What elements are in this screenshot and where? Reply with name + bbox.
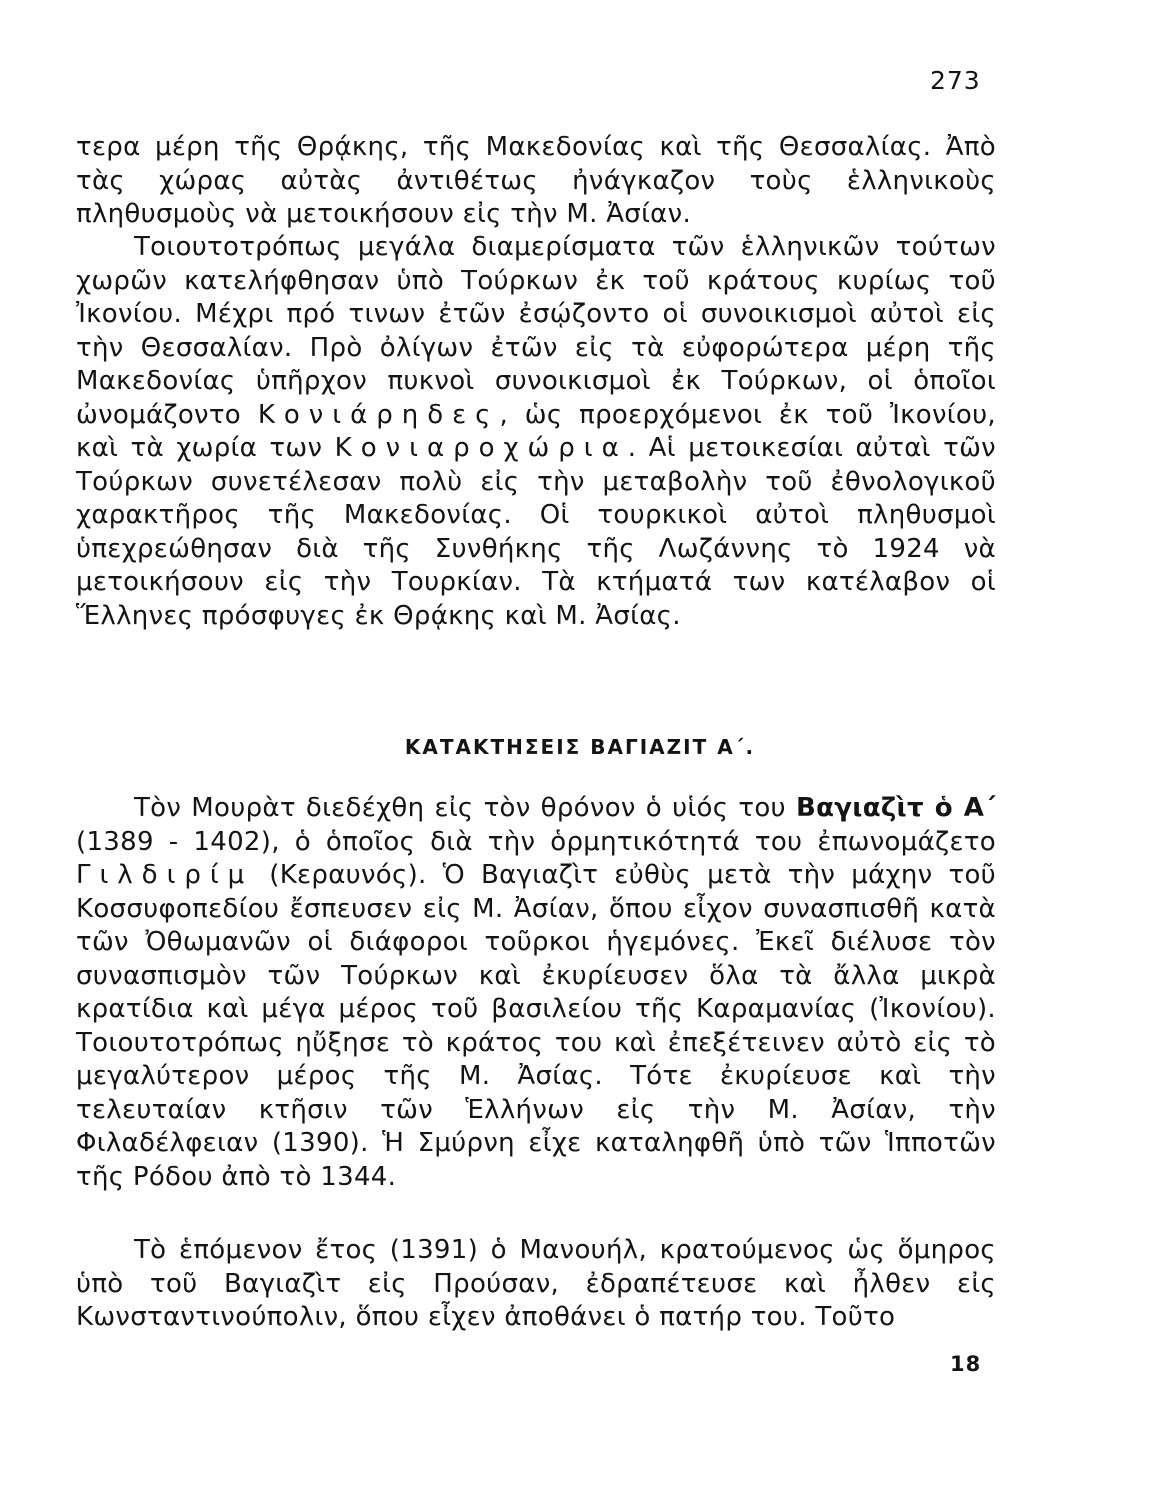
paragraph-2-text-b: , ὡς προερχόμενοι ἐκ τοῦ Ἰκονίου, καὶ τὰ χωρία των [76,399,996,463]
term-koniarochoria: Κονιαροχώρια [334,433,628,463]
paragraph-1 [76,131,996,232]
paragraph-2 [76,231,996,633]
signature-mark: 18 [950,1352,982,1376]
section-heading: ΚΑΤΑΚΤΗΣΕΙΣ ΒΑΓΙΑΖΙΤ Α΄. [404,735,756,759]
paragraph-3-text-a: Τὸν Μουρὰτ διεδέχθη εἰς τὸν θρόνον ὁ υἱός του [134,793,786,823]
paragraph-3-text-b: (1389 - 1402), ὁ ὁποῖος διὰ τὴν ὁρμητικότητά του ἐπωνομάζετο [76,826,996,857]
paragraph-2-text-c: . Αἱ μετοικεσίαι αὐταὶ τῶν Τούρκων συνετέλεσαν πολὺ εἰς τὴν μεταβολὴν τοῦ ἐθνολογικοῦ χαρακτῆρος τῆς Μακεδονίας. Οἱ τουρκικοὶ αὐτοὶ πληθυσμοὶ ὑπεχρεώθησαν διὰ τῆς Συνθήκης τῆς Λωζάννης τὸ 1924 νὰ μετοικήσουν εἰς τὴν Τουρκίαν. Τὰ κτήματά των κατέλαβον οἱ Ἕλληνες πρόσφυγες ἐκ Θρᾴκης καὶ Μ. Ἀσίας. [76,433,996,631]
term-konyarides: Κονιάρηδες [257,399,500,430]
term-yildirim: Γιλδιρίμ [76,860,254,890]
paragraph-2-text-a: Τοιουτοτρόπως μεγάλα διαμερίσματα τῶν ἑλληνικῶν τούτων χωρῶν κατελήφθησαν ὑπὸ Τούρκων ἐκ τοῦ κράτους κυρίως τοῦ Ἰκονίου. Μέχρι πρό τινων ἐτῶν ἐσῴζοντο οἱ συνοικισμοὶ αὐτοὶ εἰς τὴν Θεσσαλίαν. Πρὸ ὀλίγων ἐτῶν εἰς τὰ εὐφορώτερα μέρη τῆς Μακεδονίας ὑπῆρχον πυκνοὶ συνοικισμοὶ ἐκ Τούρκων, οἱ ὁποῖοι ὠνομάζοντο [76,232,996,430]
name-bayezid: Βαγιαζὶτ ὁ Α΄ [796,793,996,823]
page-number: 273 [930,66,981,95]
paragraph-4 [76,1234,996,1335]
paragraph-3 [76,792,996,1194]
paragraph-1-text: τερα μέρη τῆς Θρᾴκης, τῆς Μακεδονίας καὶ τῆς Θεσσαλίας. Ἀπὸ τὰς χώρας αὐτὰς ἀντιθέτως ἠνάγκαζον τοὺς ἑλληνικοὺς πληθυσμοὺς νὰ μετοικήσουν εἰς τὴν Μ. Ἀσίαν. [76,132,996,229]
paragraph-3-text-c: (Κεραυνός). Ὁ Βαγιαζὶτ εὐθὺς μετὰ τὴν μάχην τοῦ Κοσσυφοπεδίου ἔσπευσεν εἰς Μ. Ἀσίαν, ὅπου εἶχον συνασπισθῆ κατὰ τῶν Ὀθωμανῶν οἱ διάφοροι τοῦρκοι ἡγεμόνες. Ἐκεῖ διέλυσε τὸν συνασπισμὸν τῶν Τούρκων καὶ ἐκυρίευσεν ὅλα τὰ ἄλλα μικρὰ κρατίδια καὶ μέγα μέρος τοῦ βασιλείου τῆς Καραμανίας (Ἰκονίου). Τοιουτοτρόπως ηὔξησε τὸ κράτος του καὶ ἐπεξέτεινεν αὐτὸ εἰς τὸ μεγαλύτερον μέρος τῆς Μ. Ἀσίας. Τότε ἐκυρίευσε καὶ τὴν τελευταίαν κτῆσιν τῶν Ἑλλήνων εἰς τὴν Μ. Ἀσίαν, τὴν Φιλαδέλφειαν (1390). Ἡ Σμύρνη εἶχε καταληφθῆ ὑπὸ τῶν Ἱπποτῶν τῆς Ρόδου ἀπὸ τὸ 1344. [76,860,996,1192]
paragraph-4-text: Τὸ ἑπόμενον ἔτος (1391) ὁ Μανουήλ, κρατούμενος ὡς ὅμηρος ὑπὸ τοῦ Βαγιαζὶτ εἰς Προύσαν, ἐδραπέτευσε καὶ ἦλθεν εἰς Κωνσταντινούπολιν, ὅπου εἶχεν ἀποθάνει ὁ πατήρ του. Τοῦτο [76,1235,996,1332]
